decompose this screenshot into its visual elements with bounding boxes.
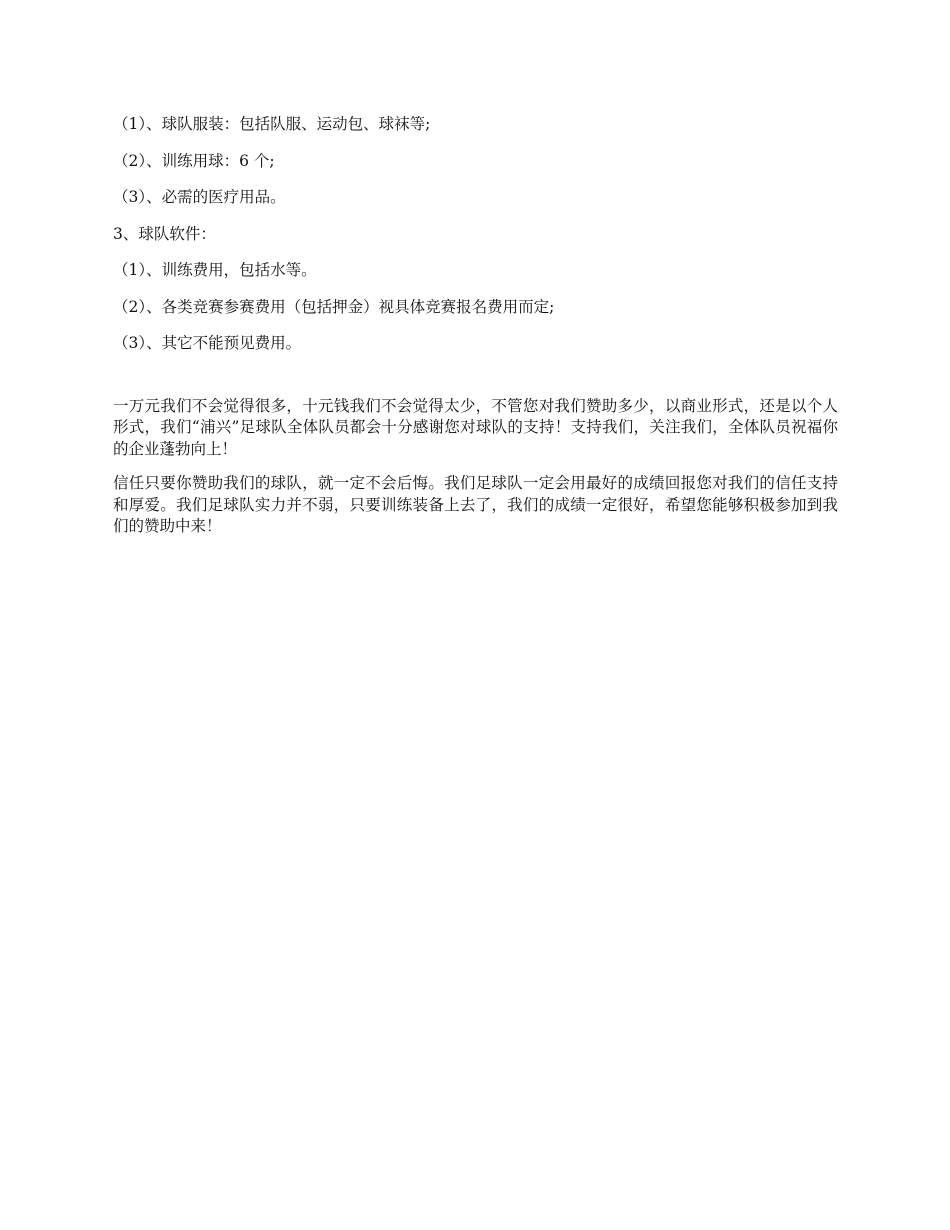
section-heading-software: 3、球队软件：: [113, 224, 216, 243]
list-item-medical-supplies: （3）、必需的医疗用品。: [113, 188, 286, 206]
list-item-training-fees: （1）、训练费用，包括水等。: [113, 261, 317, 279]
list-item-other-fees: （3）、其它不能预见费用。: [113, 334, 302, 352]
list-item-uniform: （1）、球队服装：包括队服、运动包、球袜等;: [113, 115, 431, 133]
list-item-training-balls: （2）、训练用球：6 个;: [113, 151, 275, 170]
paragraph-sponsorship-appeal: 一万元我们不会觉得很多，十元钱我们不会觉得太少，不管您对我们赞助多少，以商业形式，还是以个人形式，我们“浦兴”足球队全体队员都会十分感谢您对球队的支持！支持我们，关注我们，全体队员祝福你的企业蓬勃向上！: [113, 396, 838, 458]
spacer: [113, 369, 838, 396]
paragraph-trust-closing: 信任只要你赞助我们的球队，就一定不会后悔。我们足球队一定会用最好的成绩回报您对我们的信任支持和厚爱。我们足球队实力并不弱，只要训练装备上去了，我们的成绩一定很好，希望您能够积极参加到我们的赞助中来！: [113, 474, 838, 535]
list-item-competition-fees: （2）、各类竞赛参赛费用（包括押金）视具体竞赛报名费用而定;: [113, 297, 555, 316]
